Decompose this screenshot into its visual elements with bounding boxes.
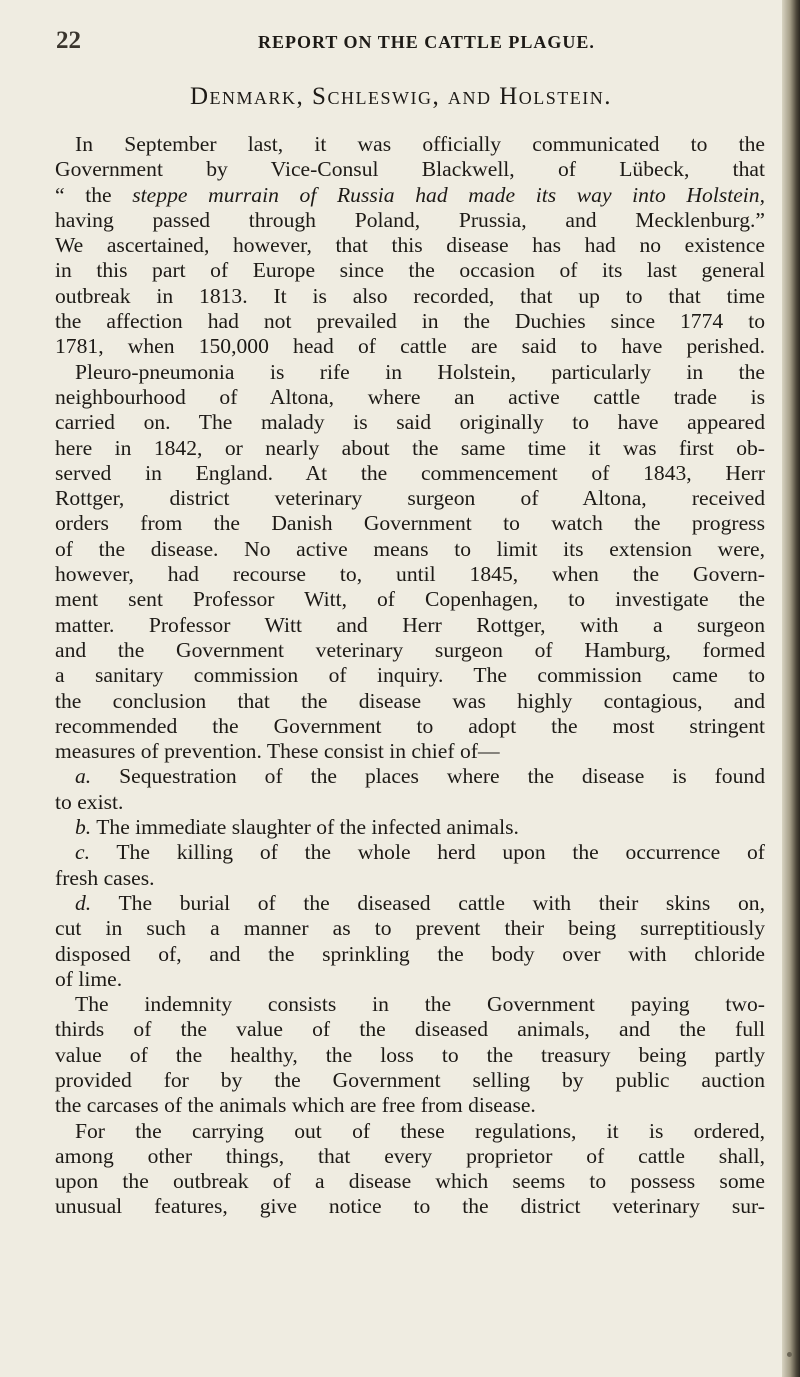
text-segment: The immediate slaughter of the infected animals.	[91, 815, 519, 840]
text-line: cut in such a manner as to prevent their being surreptitiously	[55, 916, 765, 941]
text-line: measures of prevention. These consist in chief of—	[55, 739, 500, 764]
text-line: We ascertained, however, that this disease has had no existence	[55, 233, 765, 258]
text-line: the conclusion that the disease was highly contagious, and	[55, 688, 765, 713]
italic-segment: d.	[75, 890, 92, 915]
italic-segment: b.	[75, 815, 92, 840]
italic-segment: a.	[75, 764, 92, 789]
text-line	[55, 183, 765, 208]
text-line: however, had recourse to, until 1845, when the Govern-	[55, 562, 765, 587]
body-text	[55, 132, 765, 1220]
text-line: carried on. The malady is said originally to have appeared	[55, 410, 765, 435]
text-line: of the disease. No active means to limit its extension were,	[55, 536, 765, 561]
text-line: and the Government veterinary surgeon of Hamburg, formed	[55, 637, 765, 662]
text-segment: “ the	[55, 182, 133, 207]
text-line: upon the outbreak of a disease which seems to possess some	[55, 1169, 765, 1194]
italic-segment: steppe murrain of Russia had made its way into Holstein,	[132, 182, 765, 207]
text-line	[55, 891, 765, 916]
text-line	[55, 764, 765, 789]
text-segment: The burial of the diseased cattle with their skins on,	[91, 890, 765, 915]
text-line: having passed through Poland, Prussia, and Mecklenburg.”	[55, 207, 765, 232]
page-header	[56, 26, 776, 56]
text-line: Pleuro-pneumonia is rife in Holstein, particularly in the	[75, 359, 765, 384]
text-line: neighbourhood of Altona, where an active cattle trade is	[55, 384, 765, 409]
text-line: The indemnity consists in the Government paying two-	[75, 992, 765, 1017]
text-line: a sanitary commission of inquiry. The commission came to	[55, 663, 765, 688]
text-line: For the carrying out of these regulations, it is ordered,	[75, 1118, 765, 1143]
text-line: here in 1842, or nearly about the same time it was first ob-	[55, 435, 765, 460]
text-line: matter. Professor Witt and Herr Rottger, with a surgeon	[55, 612, 765, 637]
text-segment: The killing of the whole herd upon the occurrence of	[89, 840, 765, 865]
italic-segment: c.	[75, 840, 90, 865]
text-line: provided for by the Government selling by public auction	[55, 1067, 765, 1092]
text-line: to exist.	[55, 789, 124, 814]
text-line: outbreak in 1813. It is also recorded, that up to that time	[55, 283, 765, 308]
text-line: in this part of Europe since the occasion of its last general	[55, 258, 765, 283]
page-number: 22	[56, 27, 81, 54]
text-line: ment sent Professor Witt, of Copenhagen, to investigate the	[55, 587, 765, 612]
text-line: the affection had not prevailed in the Duchies since 1774 to	[55, 309, 765, 334]
text-line: served in England. At the commencement of 1843, Herr	[55, 460, 765, 485]
text-line: the carcases of the animals which are free from disease.	[55, 1093, 536, 1118]
text-line: Government by Vice-Consul Blackwell, of Lübeck, that	[55, 157, 765, 182]
page-edge	[782, 0, 800, 1377]
text-line: value of the healthy, the loss to the treasury being partly	[55, 1042, 765, 1067]
text-line: recommended the Government to adopt the most stringent	[55, 713, 765, 738]
page-mark	[787, 1352, 792, 1357]
text-line: of lime.	[55, 966, 123, 991]
text-line: orders from the Danish Government to watch the progress	[55, 511, 765, 536]
text-line: among other things, that every proprietor of cattle shall,	[55, 1143, 765, 1168]
text-line: disposed of, and the sprinkling the body over with chloride	[55, 941, 765, 966]
text-line: fresh cases.	[55, 865, 155, 890]
text-segment: Sequestration of the places where the disease is found	[91, 764, 765, 789]
section-title: Denmark, Schleswig, and Holstein.	[190, 83, 612, 110]
text-line: 1781, when 150,000 head of cattle are said to have perished.	[55, 334, 765, 359]
text-line: thirds of the value of the diseased animals, and the full	[55, 1017, 765, 1042]
text-line: unusual features, give notice to the district veterinary sur-	[55, 1194, 765, 1219]
text-line: Rottger, district veterinary surgeon of Altona, received	[55, 486, 765, 511]
text-line	[55, 815, 765, 840]
text-line: In September last, it was officially communicated to the	[75, 132, 765, 156]
running-head: REPORT ON THE CATTLE PLAGUE.	[258, 32, 595, 52]
text-line	[55, 840, 765, 865]
